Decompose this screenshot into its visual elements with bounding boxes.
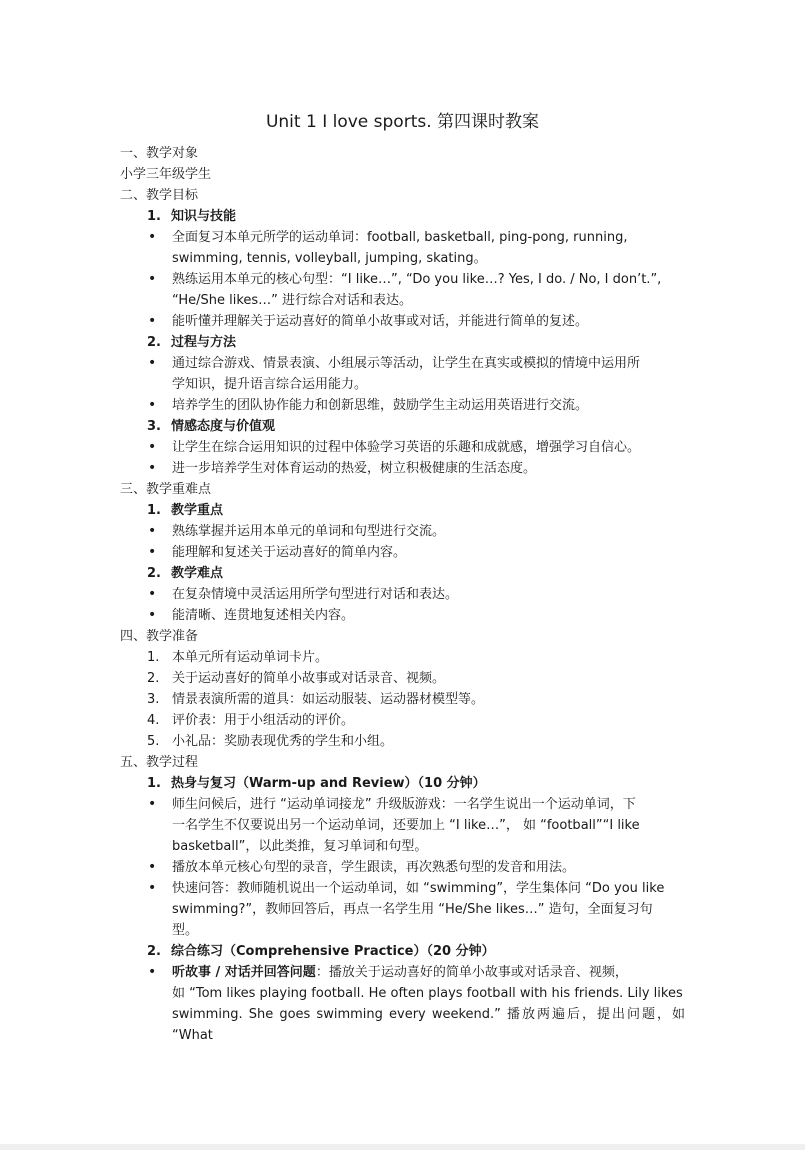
bullet-text: 熟练运用本单元的核心句型：“I like…”, “Do you like…? Yes, I do. / No, I don’t.”, <box>172 272 662 287</box>
subheading-number: 1. <box>147 209 161 224</box>
subheading-title: 教学难点 <box>171 566 224 581</box>
bullet-item <box>120 521 685 542</box>
bullet-text: 快速问答：教师随机说出一个运动单词，如 “swimming”，学生集体问 “Do you like <box>172 881 665 896</box>
numbered-item <box>120 647 685 668</box>
bullet-item <box>120 605 685 626</box>
page-title: Unit 1 I love sports. 第四课时教案 <box>265 112 540 132</box>
bullet-item <box>120 878 685 941</box>
bullet-item <box>120 458 685 479</box>
item-text: 情景表演所需的道具：如运动服装、运动器材模型等。 <box>172 692 485 707</box>
subheading-title: 知识与技能 <box>171 209 237 224</box>
bullet-text: 播放本单元核心句型的录音，学生跟读，再次熟悉句型的发音和用法。 <box>172 860 576 875</box>
item-number: 4. <box>147 713 160 728</box>
item-text: 小礼品：奖励表现优秀的学生和小组。 <box>172 734 394 749</box>
bullet-text: 如 “Tom likes playing football. He often plays football with his friends. Lily likes <box>172 986 683 1001</box>
section-heading-3: 三、教学重难点 <box>120 482 212 497</box>
subheading-title: 情感态度与价值观 <box>171 419 276 434</box>
bullet-text: 师生问候后，进行 “运动单词接龙” 升级版游戏：一名学生说出一个运动单词，下 <box>172 797 636 812</box>
section-heading-1: 一、教学对象 <box>120 146 199 161</box>
section-heading-4: 四、教学准备 <box>120 629 199 644</box>
bullet-text: ：播放关于运动喜好的简单小故事或对话录音、视频， <box>315 965 628 980</box>
bullet-text: 通过综合游戏、情景表演、小组展示等活动，让学生在真实或模拟的情境中运用所 <box>172 356 641 371</box>
subheading-title: 教学重点 <box>171 503 224 518</box>
bullet-text: 能理解和复述关于运动喜好的简单内容。 <box>172 545 407 560</box>
subheading-process <box>147 332 685 353</box>
bullet-text: 能清晰、连贯地复述相关内容。 <box>172 608 355 623</box>
section-heading-5: 五、教学过程 <box>120 755 199 770</box>
bullet-text: 型。 <box>172 923 199 938</box>
subheading-number: 1. <box>147 776 161 791</box>
subheading-warmup <box>147 773 685 794</box>
bullet-text: swimming, tennis, volleyball, jumping, skating。 <box>172 251 487 266</box>
bullet-item <box>120 542 685 563</box>
numbered-item <box>120 731 685 752</box>
bullet-text: 一名学生不仅要说出另一个运动单词，还要加上 “I like…”， 如 “football”“I like <box>172 818 640 833</box>
bullet-text: 让学生在综合运用知识的过程中体验学习英语的乐趣和成就感，增强学习自信心。 <box>172 440 641 455</box>
section-1-text: 小学三年级学生 <box>120 167 212 182</box>
bullet-lead: 听故事 / 对话并回答问题 <box>172 965 316 980</box>
bullet-item <box>120 311 685 332</box>
bullet-text: 学知识，提升语言综合运用能力。 <box>172 377 368 392</box>
subheading-knowledge <box>147 206 685 227</box>
subheading-attitude <box>147 416 685 437</box>
numbered-item <box>120 668 685 689</box>
bullet-text: 全面复习本单元所学的运动单词：football, basketball, ping-pong, running, <box>172 230 628 245</box>
item-number: 2. <box>147 671 160 686</box>
bullet-item <box>120 857 685 878</box>
subheading-number: 3. <box>147 419 161 434</box>
bullet-text: 培养学生的团队协作能力和创新思维，鼓励学生主动运用英语进行交流。 <box>172 398 589 413</box>
subheading-title: 热身与复习（Warm-up and Review）（10 分钟） <box>171 776 486 791</box>
document-body <box>120 143 685 1046</box>
bullet-item <box>120 395 685 416</box>
item-number: 1. <box>147 650 160 665</box>
bullet-text: 进一步培养学生对体育运动的热爱，树立积极健康的生活态度。 <box>172 461 537 476</box>
item-number: 3. <box>147 692 160 707</box>
subheading-key-points <box>147 500 685 521</box>
subheading-number: 2. <box>147 944 161 959</box>
subheading-number: 1. <box>147 503 161 518</box>
item-text: 评价表：用于小组活动的评价。 <box>172 713 355 728</box>
numbered-item <box>120 710 685 731</box>
subheading-difficulties <box>147 563 685 584</box>
bullet-text: swimming. She goes swimming every weekend.” 播放两遍后，提出问题，如 “What <box>172 1007 685 1043</box>
bullet-item <box>120 584 685 605</box>
item-text: 关于运动喜好的简单小故事或对话录音、视频。 <box>172 671 446 686</box>
bullet-item <box>120 227 685 269</box>
bullet-text: basketball”，以此类推，复习单词和句型。 <box>172 839 428 854</box>
bullet-text: “He/She likes…” 进行综合对话和表达。 <box>172 293 413 308</box>
subheading-practice <box>147 941 685 962</box>
bullet-text: swimming?”，教师回答后，再点一名学生用 “He/She likes…” 造句，全面复习句 <box>172 902 653 917</box>
bullet-text: 熟练掌握并运用本单元的单词和句型进行交流。 <box>172 524 446 539</box>
bullet-item <box>120 962 685 1046</box>
item-text: 本单元所有运动单词卡片。 <box>172 650 329 665</box>
subheading-number: 2. <box>147 335 161 350</box>
section-heading-2: 二、教学目标 <box>120 188 199 203</box>
numbered-item <box>120 689 685 710</box>
bullet-item <box>120 794 685 857</box>
item-number: 5. <box>147 734 160 749</box>
bullet-text: 能听懂并理解关于运动喜好的简单小故事或对话，并能进行简单的复述。 <box>172 314 589 329</box>
subheading-title: 过程与方法 <box>171 335 237 350</box>
bullet-text: 在复杂情境中灵活运用所学句型进行对话和表达。 <box>172 587 459 602</box>
page-bottom-edge <box>0 1144 805 1150</box>
bullet-item <box>120 437 685 458</box>
subheading-number: 2. <box>147 566 161 581</box>
bullet-item <box>120 353 685 395</box>
subheading-title: 综合练习（Comprehensive Practice）（20 分钟） <box>171 944 495 959</box>
bullet-item <box>120 269 685 311</box>
